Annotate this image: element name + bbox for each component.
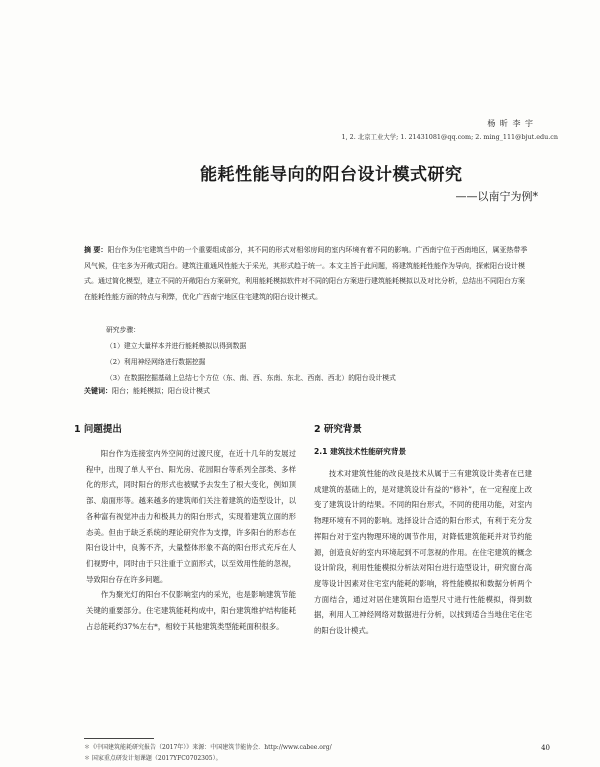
page-number: 40 <box>541 744 550 752</box>
paragraph: 作为聚光灯的阳台不仅影响室内的采光，也是影响建筑节能关键的重要部分。住宅建筑能耗构成中，阳台建筑维护结构能耗占总能耗约37%左右*，相较于其他建筑类型能耗面积很多。 <box>86 590 296 631</box>
abstract-text: 阳台作为住宅建筑当中的一个重要组成部分，其不同的形式对相邻房间的室内环境有着不同的影响。广西南宁位于西南地区，属亚热带季风气候，住宅多为开敞式阳台。建筑注重通风性能大于采光，其形式趋于统一。本文主旨于此问题，将建筑能耗性能作为导向，探索阳台设计模式。通过简化模型，建立不同的开敞阳台方案研究，利用能耗模拟软件对不同的阳台方案进行建筑能耗模拟以及对比分析，总结出不同阳台方案在能耗性能方面的特点与利弊，优化广西南宁地区住宅建筑的阳台设计模式。 <box>84 246 528 301</box>
footnote: ＊《中国建筑能耗研究报告（2017年）》来源：中国建筑节能协会．http://www.cabee.org/ <box>84 744 332 751</box>
footnote: ＊ 国家重点研发计划课题（2017YFC0702305）。 <box>84 755 222 762</box>
section-2-heading: 2 研究背景 <box>314 424 362 435</box>
abstract-label: 摘 要： <box>84 246 108 254</box>
abstract <box>84 243 530 305</box>
author-names: 杨 昕 李 宇 <box>487 119 534 128</box>
step-item: （1）建立大量样本并进行能耗模拟以得到数据 <box>106 342 247 350</box>
keywords <box>84 386 530 396</box>
research-steps <box>106 322 526 386</box>
section-1-body <box>86 446 296 634</box>
paper-title: 能耗性能导向的阳台设计模式研究 <box>200 165 463 185</box>
paper-subtitle: ——以南宁为例* <box>455 190 538 203</box>
paragraph: 技术对建筑性能的改良是技术从属于三有建筑设计类者在已建成建筑的基础上的，是对建筑设计有益的“修补”，在一定程度上改变了建筑设计的结果。不同的阳台形式，不同的使用功能，对室内物理环境有不同的影响。选择设计合适的阳台形式，有利于充分发挥阳台对于室内物理环境的调节作用，对降低建筑能耗并对节约能源，创造良好的室内环境起到不可忽视的作用。在住宅建筑的概念设计阶段，利用性能模拟分析法对阳台进行造型设计，研究窗台高度等设计因素对住宅室内能耗的影响，将性能模拟和数据分析两个方面结合，通过对居住建筑阳台造型尺寸进行性能模拟，得到数据，利用人工神经网络对数据进行分析，以找到适合当地住宅住宅的阳台设计模式。 <box>314 469 532 636</box>
section-2-body <box>314 466 532 639</box>
footnote-divider <box>84 738 154 739</box>
steps-title: 研究步骤： <box>106 326 140 334</box>
paragraph: 阳台作为连接室内外空间的过渡尺度，在近十几年的发展过程中，出现了单人平台、阳光房、花园阳台等系列全部类、多样化的形式，同时阳台的形式也被赋予去发生了根大变化，例如顶部、扇面形等。越来越多的建筑师们关注着建筑的造型设计，以各种富有视觉冲击力和极具力的阳台形式，实现着建筑立面的形态美。但由于缺乏系统的理论研究作为支撑，许多阳台的形态在阳台设计中，良莠不齐，大量整体形象不高的阳台形式充斥在人们视野中，同时由于只注重于立面形式，以至效用性能的忽视，导致阳台存在许多问题。 <box>86 449 296 584</box>
step-item: （2）利用神经网络进行数据挖掘 <box>106 358 206 366</box>
section-1-heading: 1 问题提出 <box>74 424 122 435</box>
section-2-1-heading: 2.1 建筑技术性能研究背景 <box>314 447 407 456</box>
keywords-text: 阳台；能耗模拟；阳台设计模式 <box>112 387 210 395</box>
keywords-label: 关键词： <box>84 387 112 395</box>
step-item: （3）在数据挖掘基础上总结七个方位（东、南、西、东南、东北、西南、西北）的阳台设计模式 <box>106 374 396 382</box>
author-affiliation: 1, 2. 北京工业大学; 1. 21431081@qq.com; 2. ming_111@bjut.edu.cn <box>341 133 558 141</box>
